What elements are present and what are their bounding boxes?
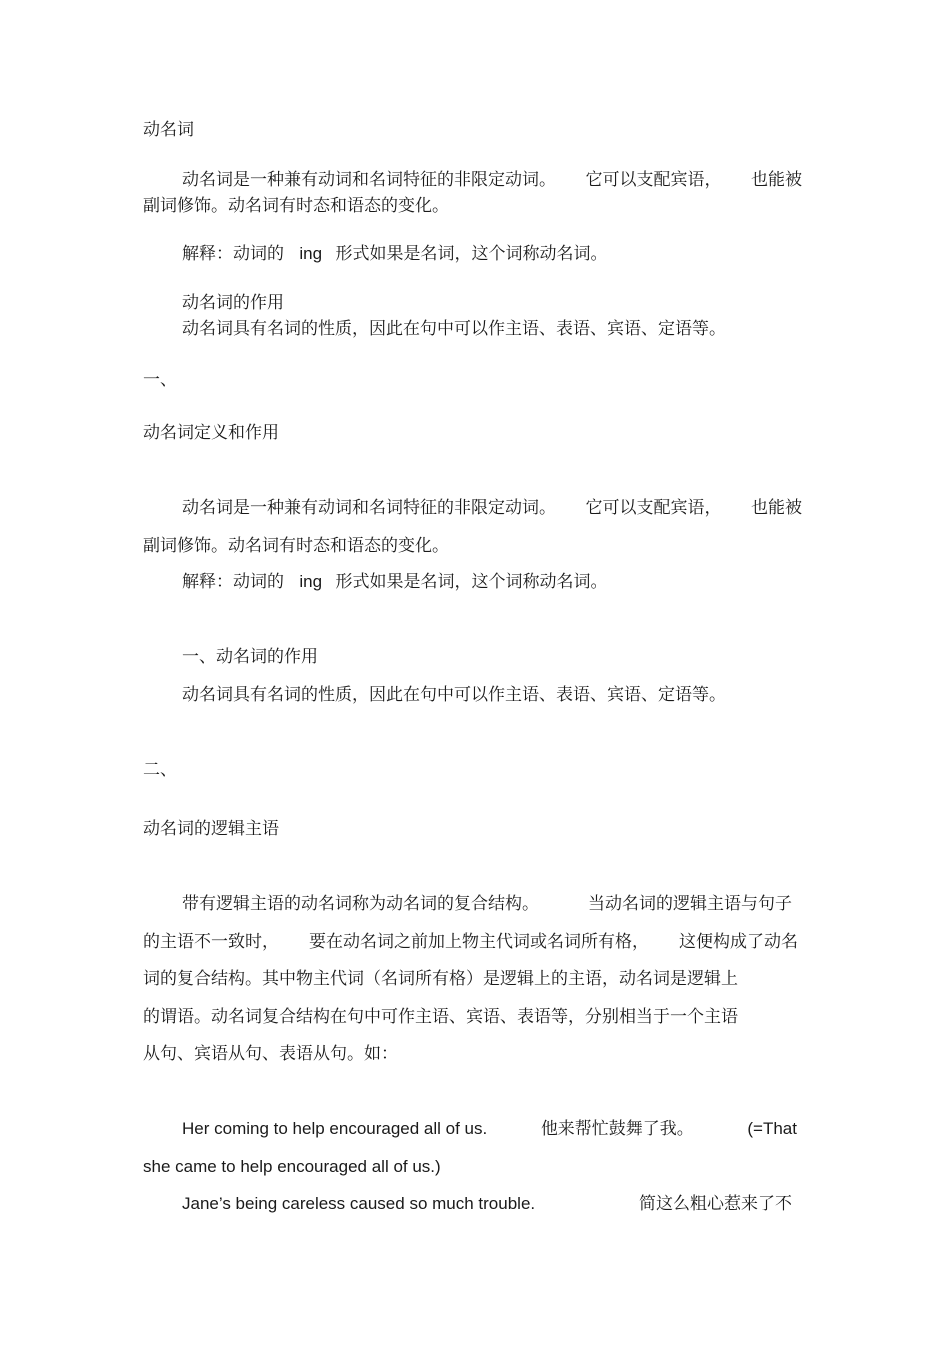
- s1-p1-part-c: 也能被: [751, 498, 802, 518]
- s1-explain-b: 形式如果是名词，这个词称动名词。: [335, 572, 608, 592]
- intro-p1-part-a: 动名词是一种兼有动词和名词特征的非限定动词。: [182, 170, 556, 190]
- intro-role-title: 动名词的作用: [182, 293, 284, 313]
- intro-p1-part-b: 它可以支配宾语，: [585, 170, 722, 190]
- example-2-english: Jane’s being careless caused so much trouble.: [182, 1194, 536, 1213]
- s1-explain-ing: ing: [299, 572, 323, 591]
- example-1-english: Her coming to help encouraged all of us.: [182, 1119, 488, 1138]
- section-2-paragraph-line-4: 的谓语。动名词复合结构在句中可作主语、宾语、表语等，分别相当于一个主语: [143, 1007, 738, 1027]
- s2-p-l2-c: 这便构成了动名: [679, 932, 798, 952]
- s2-p-l1-a: 带有逻辑主语的动名词称为动名词的复合结构。: [182, 894, 539, 914]
- intro-explain-b: 形式如果是名词，这个词称动名词。: [335, 244, 608, 264]
- intro-explanation: [182, 243, 608, 265]
- section-2-paragraph-line-2: [143, 931, 798, 953]
- s2-p-l2-a: 的主语不一致时，: [143, 932, 279, 952]
- intro-paragraph-line-2: 副词修饰。动名词有时态和语态的变化。: [143, 196, 449, 216]
- intro-p1-part-c: 也能被: [751, 170, 802, 190]
- example-1-chinese: 他来帮忙鼓舞了我。: [540, 1119, 694, 1139]
- intro-explain-ing: ing: [299, 244, 323, 263]
- s1-p1-part-b: 它可以支配宾语，: [585, 498, 722, 518]
- intro-explain-a: 解释：动词的: [182, 244, 284, 264]
- section-1-paragraph-line-2: 副词修饰。动名词有时态和语态的变化。: [143, 536, 449, 556]
- example-1-line-2: she came to help encouraged all of us.): [143, 1157, 441, 1176]
- section-2-number: 二、: [143, 760, 177, 780]
- doc-title: 动名词: [143, 120, 194, 140]
- example-1-paren: (=That: [747, 1119, 797, 1138]
- s1-explain-a: 解释：动词的: [182, 572, 284, 592]
- intro-role-text: 动名词具有名词的性质，因此在句中可以作主语、表语、宾语、定语等。: [182, 319, 726, 339]
- section-1-explanation: [182, 571, 608, 593]
- s1-p1-part-a: 动名词是一种兼有动词和名词特征的非限定动词。: [182, 498, 556, 518]
- section-1-heading: 动名词定义和作用: [143, 423, 279, 443]
- section-2-heading: 动名词的逻辑主语: [143, 819, 279, 839]
- section-2-paragraph-line-3: 词的复合结构。其中物主代词（名词所有格）是逻辑上的主语，动名词是逻辑上: [143, 969, 738, 989]
- s2-p-l1-b: 当动名词的逻辑主语与句子: [588, 894, 792, 914]
- example-2-line-1: [182, 1193, 792, 1215]
- intro-paragraph-line-1: [182, 169, 802, 191]
- section-1-role-text: 动名词具有名词的性质，因此在句中可以作主语、表语、宾语、定语等。: [182, 685, 726, 705]
- example-2-chinese: 简这么粗心惹来了不: [639, 1194, 792, 1214]
- s2-p-l2-b: 要在动名词之前加上物主代词或名词所有格，: [309, 932, 649, 952]
- section-2-paragraph-line-5: 从句、宾语从句、表语从句。如：: [143, 1044, 398, 1064]
- section-1-paragraph-line-1: [182, 497, 802, 519]
- example-1-line-1: [182, 1118, 797, 1140]
- section-1-sub-heading: 一、动名词的作用: [182, 647, 318, 667]
- section-1-number: 一、: [143, 370, 177, 390]
- section-2-paragraph-line-1: [182, 893, 792, 915]
